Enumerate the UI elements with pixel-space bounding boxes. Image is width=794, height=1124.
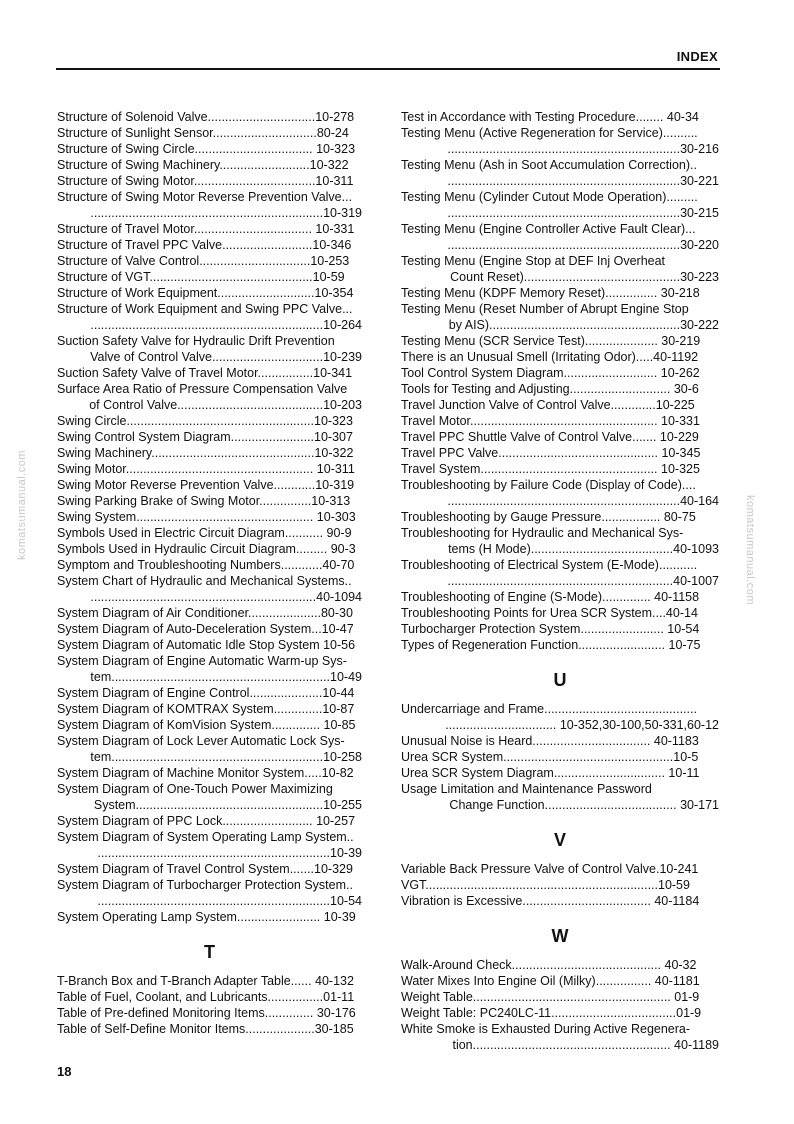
index-entry [57,157,362,173]
index-entry-continuation: ...................................................................30-216 [447,142,719,156]
index-entry-line: Testing Menu (Cylinder Cutout Mode Operation)......... [401,190,698,204]
index-entry [57,477,362,493]
index-entry-continuation: by AIS).......................................................30-222 [448,318,719,332]
index-entry-line: Swing Parking Brake of Swing Motor...............10-313 [57,494,351,508]
index-entry-continuation: System......................................................10-255 [93,798,362,812]
index-entry-continuation: ................................ 10-352,30-100,50-331,60-12 [445,718,719,732]
index-entry-line: System Diagram of Auto-Deceleration System...10-47 [57,622,354,636]
index-entry [401,333,719,349]
index-column-right [401,109,719,1053]
index-entry-line: System Diagram of Travel Control System.......10-329 [57,862,353,876]
index-entry [401,733,719,749]
index-entry [57,621,362,637]
index-entry-line: VGT...................................................................10-59 [401,878,690,892]
index-entry [57,909,362,925]
index-entry-continuation: ...................................................................10-54 [97,894,362,908]
index-entry [401,381,719,397]
index-entry-line: Suction Safety Valve of Travel Motor................10-341 [57,366,353,380]
index-entry-continuation: .................................................................40-1007 [447,574,719,588]
index-entry [57,109,362,125]
index-entry-continuation: Valve of Control Valve................................10-239 [90,350,362,364]
index-entry [401,509,719,525]
index-entry [57,301,362,333]
index-entry [401,301,719,333]
index-entry [57,173,362,189]
index-entry [401,461,719,477]
index-entry-line: Symbols Used in Hydraulic Circuit Diagram......... 90-3 [57,542,356,556]
index-entry-continuation: tion......................................................... 40-1189 [452,1038,719,1052]
index-entry-line: Unusual Noise is Heard.................................. 40-1183 [401,734,699,748]
index-entry [401,781,719,813]
index-entry-line: Troubleshooting Points for Urea SCR System....40-14 [401,606,698,620]
index-entry [57,765,362,781]
index-entry [57,973,362,989]
index-entry [57,285,362,301]
index-entry-line: System Diagram of Automatic Idle Stop System 10-56 [57,638,356,652]
index-entry [57,989,362,1005]
index-entry [57,829,362,861]
index-entry-line: Usage Limitation and Maintenance Password [401,782,652,796]
index-entry-line: Swing Control System Diagram........................10-307 [57,430,353,444]
index-entry [57,509,362,525]
index-entry-continuation: ...................................................................30-215 [447,206,719,220]
index-entry-line: T-Branch Box and T-Branch Adapter Table...... 40-132 [57,974,354,988]
index-entry-line: Tool Control System Diagram........................... 10-262 [401,366,700,380]
index-entry-line: Structure of Work Equipment and Swing PPC Valve... [57,302,353,316]
index-entry [57,861,362,877]
index-entry [401,621,719,637]
index-entry-line: Variable Back Pressure Valve of Control Valve.10-241 [401,862,699,876]
index-entry-line: Swing Motor...................................................... 10-311 [57,462,355,476]
index-entry-line: Urea SCR System.................................................10-5 [401,750,699,764]
index-column-left [57,109,362,1037]
index-entry [401,605,719,621]
index-entry-line: Surface Area Ratio of Pressure Compensation Valve [57,382,348,396]
index-entry [401,349,719,365]
index-entry-line: System Diagram of KOMTRAX System..............10-87 [57,702,355,716]
index-entry-line: System Diagram of KomVision System.............. 10-85 [57,718,356,732]
index-entry [57,813,362,829]
index-entry [401,253,719,285]
index-entry-line: Table of Pre-defined Monitoring Items.............. 30-176 [57,1006,356,1020]
index-entry [57,685,362,701]
index-entry-line: Weight Table......................................................... 01-9 [401,990,700,1004]
index-entry [401,701,719,733]
index-entry [57,637,362,653]
index-entry-line: Structure of Sunlight Sensor..............................80-24 [57,126,349,140]
index-entry [401,189,719,221]
index-entry [57,605,362,621]
watermark-right: komatsumanual.com [744,495,756,605]
index-entry [57,365,362,381]
index-entry-line: Structure of Valve Control................................10-253 [57,254,350,268]
index-entry [57,525,362,541]
index-entry-line: Troubleshooting of Engine (S-Mode).............. 40-1158 [401,590,700,604]
index-entry [57,701,362,717]
index-entry-line: There is an Unusual Smell (Irritating Odor).....40-1192 [401,350,699,364]
section-letter-w: W [551,926,569,946]
index-entry [401,221,719,253]
index-entry [57,333,362,365]
index-entry-continuation: ...................................................................10-319 [90,206,362,220]
index-entry [57,557,362,573]
index-entry-continuation: .................................................................40-1094 [90,590,362,604]
index-entry [401,765,719,781]
index-entry-line: System Chart of Hydraulic and Mechanical Systems.. [57,574,352,588]
index-entry-line: Water Mixes Into Engine Oil (Milky)................ 40-1181 [401,974,700,988]
index-entry [401,973,719,989]
index-entry-continuation: ...................................................................10-39 [97,846,362,860]
index-entry [401,445,719,461]
index-entry-line: Testing Menu (Engine Stop at DEF Inj Overheat [401,254,666,268]
index-entry [57,877,362,909]
index-entry [57,141,362,157]
index-entry-line: Structure of Solenoid Valve...............................10-278 [57,110,355,124]
index-entry-line: Test in Accordance with Testing Procedure........ 40-34 [401,110,699,124]
index-entry [57,653,362,685]
index-entry [401,477,719,509]
index-entry [57,445,362,461]
index-entry-line: Table of Self-Define Monitor Items....................30-185 [57,1022,354,1036]
index-entry [401,589,719,605]
index-entry [57,125,362,141]
index-entry [401,1005,719,1021]
index-entry [401,397,719,413]
index-entry [57,1005,362,1021]
index-entry [57,493,362,509]
index-entry-continuation: ...................................................................30-220 [447,238,719,252]
section-letter-t: T [204,942,215,962]
index-entry-line: Walk-Around Check........................................... 40-32 [401,958,697,972]
section-letter-u: U [553,670,567,690]
index-entry-line: Troubleshooting of Electrical System (E-Mode)........... [401,558,698,572]
index-entry-line: System Diagram of Engine Control.....................10-44 [57,686,355,700]
index-entry [57,237,362,253]
index-entry-line: Testing Menu (Reset Number of Abrupt Engine Stop [401,302,689,316]
index-entry-line: System Diagram of PPC Lock.......................... 10-257 [57,814,356,828]
index-entry [57,733,362,765]
index-entry [401,1021,719,1053]
index-entry [401,125,719,157]
index-entry-continuation: Count Reset).............................................30-223 [450,270,719,284]
index-entry-line: System Diagram of One-Touch Power Maximizing [57,782,333,796]
index-entry-line: System Diagram of System Operating Lamp System.. [57,830,354,844]
index-entry [57,429,362,445]
index-entry-line: System Diagram of Machine Monitor System.....10-82 [57,766,354,780]
index-entry [57,573,362,605]
index-entry [401,989,719,1005]
watermark-left: komatsumanual.com [16,450,28,560]
index-entry-continuation: tem.............................................................10-258 [90,750,362,764]
index-entry-line: Swing Circle......................................................10-323 [57,414,353,428]
index-entry-continuation: ...................................................................40-164 [447,494,719,508]
index-entry [401,749,719,765]
index-entry-line: Urea SCR System Diagram................................ 10-11 [401,766,700,780]
index-entry-line: Swing Machinery...............................................10-322 [57,446,354,460]
index-entry [57,269,362,285]
index-entry [401,429,719,445]
index-entry-line: Swing Motor Reverse Prevention Valve............10-319 [57,478,355,492]
index-entry-continuation: tems (H Mode).........................................40-1093 [448,542,719,556]
index-entry-line: Swing System................................................... 10-303 [57,510,356,524]
index-entry-line: Structure of Swing Circle.................................. 10-323 [57,142,356,156]
index-entry-line: System Diagram of Lock Lever Automatic Lock Sys- [57,734,345,748]
index-entry [401,525,719,557]
index-entry-line: Travel PPC Valve.............................................. 10-345 [401,446,701,460]
index-entry-line: Troubleshooting by Gauge Pressure................. 80-75 [401,510,696,524]
index-entry-line: Testing Menu (Ash in Soot Accumulation Correction).. [401,158,697,172]
index-entry [57,253,362,269]
index-entry [57,1021,362,1037]
index-entry-line: Testing Menu (SCR Service Test)..................... 30-219 [401,334,701,348]
index-entry-line: Types of Regeneration Function......................... 10-75 [401,638,701,652]
header-title: INDEX [676,49,718,64]
index-entry [57,781,362,813]
index-entry-line: Travel Junction Valve of Control Valve.............10-225 [401,398,695,412]
index-entry [401,893,719,909]
index-entry-line: System Diagram of Air Conditioner.....................80-30 [57,606,353,620]
index-entry [401,557,719,589]
index-entry-line: Turbocharger Protection System........................ 10-54 [401,622,700,636]
section-letter-v: V [553,830,566,850]
index-entry-line: Travel Motor...................................................... 10-331 [401,414,700,428]
index-entry [401,365,719,381]
index-entry [401,957,719,973]
index-entry-line: Testing Menu (Engine Controller Active Fault Clear)... [401,222,696,236]
index-entry-line: Symptom and Troubleshooting Numbers............40-70 [57,558,355,572]
index-entry-line: System Operating Lamp System........................ 10-39 [57,910,356,924]
index-entry-line: Structure of Swing Motor Reverse Prevention Valve... [57,190,353,204]
index-entry [57,541,362,557]
index-entry-continuation: of Control Valve..........................................10-203 [89,398,362,412]
index-entry-line: Structure of Swing Machinery..........................10-322 [57,158,349,172]
index-entry [57,221,362,237]
page-number: 18 [57,1064,72,1079]
index-entry [401,285,719,301]
index-entry-line: Structure of Travel Motor.................................. 10-331 [57,222,355,236]
index-entry-line: Testing Menu (Active Regeneration for Service).......... [401,126,698,140]
index-entry [401,157,719,189]
index-entry [57,717,362,733]
index-entry-line: Troubleshooting for Hydraulic and Mechanical Sys- [401,526,684,540]
index-entry-line: Travel PPC Shuttle Valve of Control Valve....... 10-229 [401,430,699,444]
index-entry-line: Tools for Testing and Adjusting............................. 30-6 [401,382,699,396]
index-entry [401,877,719,893]
index-entry-line: Structure of VGT...............................................10-59 [57,270,345,284]
index-entry-line: Weight Table: PC240LC-11....................................01-9 [401,1006,702,1020]
index-entry-line: Symbols Used in Electric Circuit Diagram........... 90-9 [57,526,352,540]
index-entry [401,413,719,429]
index-entry-line: System Diagram of Turbocharger Protection System.. [57,878,353,892]
index-entry-line: Testing Menu (KDPF Memory Reset)............... 30-218 [401,286,700,300]
index-entry-line: Travel System................................................... 10-325 [401,462,700,476]
index-entry [57,413,362,429]
index-entry-line: Vibration is Excessive..................................... 40-1184 [401,894,700,908]
index-entry [57,381,362,413]
index-entry [401,109,719,125]
index-entry [57,461,362,477]
index-entry-line: White Smoke is Exhausted During Active Regenera- [401,1022,691,1036]
index-entry-line: Table of Fuel, Coolant, and Lubricants................01-11 [57,990,355,1004]
index-entry-line: Structure of Work Equipment............................10-354 [57,286,354,300]
index-entry-line: Troubleshooting by Failure Code (Display of Code).... [401,478,696,492]
index-entry-continuation: tem...............................................................10-49 [90,670,362,684]
index-entry-line: Undercarriage and Frame............................................ [401,702,697,716]
index-entry-continuation: ...................................................................10-264 [90,318,362,332]
header-rule [56,68,720,70]
index-entry [401,637,719,653]
index-entry-line: Structure of Travel PPC Valve..........................10-346 [57,238,352,252]
index-entry [401,861,719,877]
index-entry [57,189,362,221]
index-entry-line: Structure of Swing Motor...................................10-311 [57,174,354,188]
index-entry-line: System Diagram of Engine Automatic Warm-up Sys- [57,654,347,668]
index-entry-line: Suction Safety Valve for Hydraulic Drift Prevention [57,334,335,348]
index-entry-continuation: Change Function...................................... 30-171 [449,798,719,812]
index-entry-continuation: ...................................................................30-221 [447,174,719,188]
